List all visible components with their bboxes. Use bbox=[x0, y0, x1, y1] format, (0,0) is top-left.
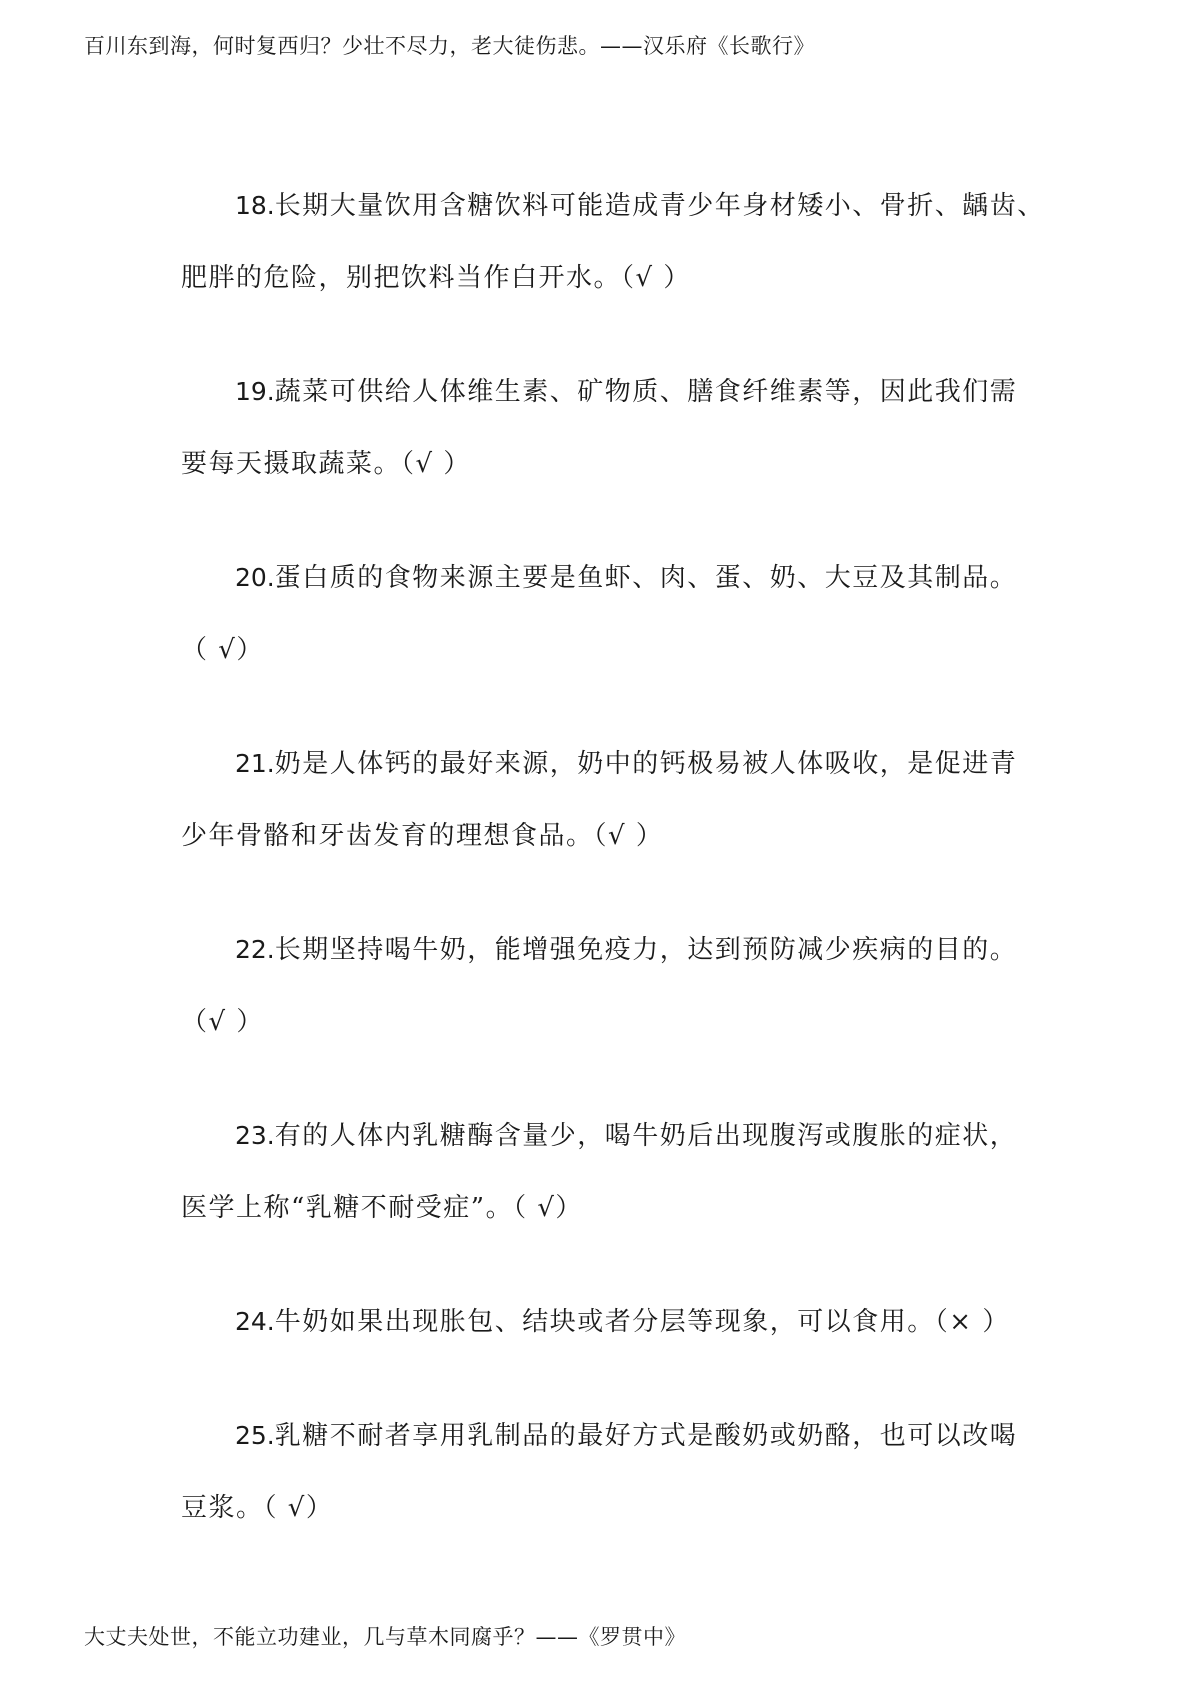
item-line-1 bbox=[181, 542, 1021, 614]
item-line-2: 少年骨骼和牙齿发育的理想食品。（√ ） bbox=[181, 821, 664, 851]
list-item bbox=[181, 728, 1021, 872]
item-text: 长期大量饮用含糖饮料可能造成青少年身材矮小、骨折、龋齿、 bbox=[274, 191, 1045, 221]
list-item bbox=[181, 1100, 1021, 1244]
list-item bbox=[181, 356, 1021, 500]
item-text: 牛奶如果出现胀包、结块或者分层等现象，可以食用。（× ） bbox=[274, 1307, 1010, 1337]
item-text: 有的人体内乳糖酶含量少，喝牛奶后出现腹泻或腹胀的症状， bbox=[274, 1121, 1018, 1151]
item-line-1 bbox=[181, 356, 1021, 428]
item-line-1 bbox=[181, 914, 1021, 986]
item-number: 23. bbox=[235, 1121, 275, 1150]
item-text: 奶是人体钙的最好来源，奶中的钙极易被人体吸收，是促进青 bbox=[274, 749, 1018, 779]
item-line-1 bbox=[181, 1286, 1021, 1358]
list-item bbox=[181, 170, 1045, 314]
question-list bbox=[181, 170, 1045, 1586]
item-number: 20. bbox=[235, 563, 275, 592]
list-item bbox=[181, 914, 1021, 1058]
list-item bbox=[181, 542, 1021, 686]
item-number: 25. bbox=[235, 1421, 275, 1450]
item-line-2: 肥胖的危险，别把饮料当作白开水。（√ ） bbox=[181, 263, 691, 293]
item-number: 19. bbox=[235, 377, 275, 406]
item-text: 蛋白质的食物来源主要是鱼虾、肉、蛋、奶、大豆及其制品。 bbox=[274, 563, 1018, 593]
item-line-1 bbox=[181, 1100, 1021, 1172]
item-line-2: 要每天摄取蔬菜。（√ ） bbox=[181, 449, 471, 479]
item-text: 乳糖不耐者享用乳制品的最好方式是酸奶或奶酪，也可以改喝 bbox=[274, 1421, 1018, 1451]
item-line-2: 豆浆。（ √） bbox=[181, 1493, 334, 1523]
list-item bbox=[181, 1286, 1021, 1358]
item-line-1 bbox=[181, 728, 1021, 800]
item-text: 蔬菜可供给人体维生素、矿物质、膳食纤维素等，因此我们需 bbox=[274, 377, 1018, 407]
item-number: 24. bbox=[235, 1307, 275, 1336]
list-item bbox=[181, 1400, 1021, 1544]
item-line-2: （ √） bbox=[181, 635, 264, 665]
item-number: 18. bbox=[235, 191, 275, 220]
item-number: 22. bbox=[235, 935, 275, 964]
footer-quote: 大丈夫处世，不能立功建业，几与草木同腐乎？——《罗贯中》 bbox=[84, 1625, 686, 1649]
item-line-1 bbox=[181, 1400, 1021, 1472]
item-line-2: （√ ） bbox=[181, 1007, 264, 1037]
item-number: 21. bbox=[235, 749, 275, 778]
item-line-2: 医学上称“乳糖不耐受症”。（ √） bbox=[181, 1193, 583, 1223]
item-line-1 bbox=[181, 170, 1045, 242]
item-text: 长期坚持喝牛奶，能增强免疫力，达到预防减少疾病的目的。 bbox=[274, 935, 1018, 965]
header-quote: 百川东到海，何时复西归？少壮不尽力，老大徒伤悲。——汉乐府《长歌行》 bbox=[84, 34, 815, 58]
